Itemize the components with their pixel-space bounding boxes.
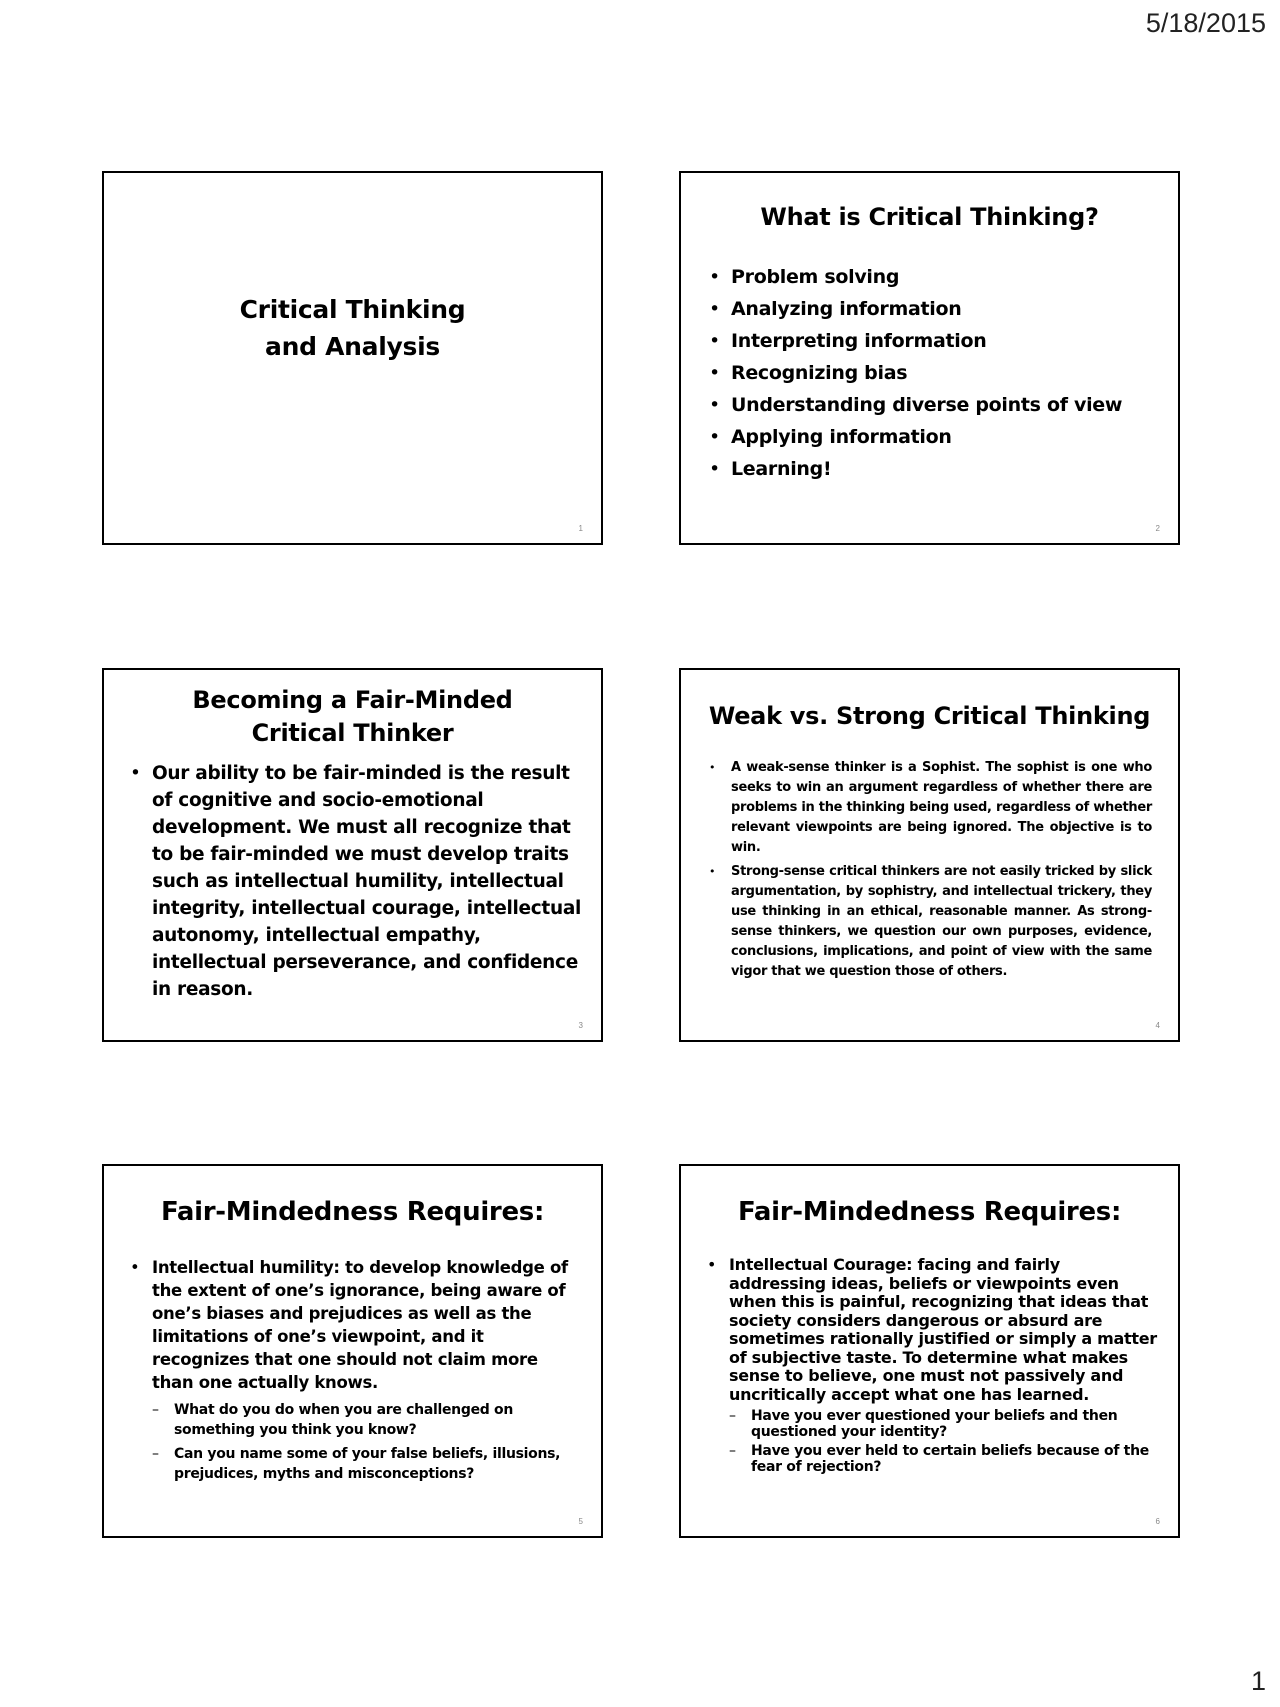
slide-3 xyxy=(102,668,603,1042)
slide-number: 3 xyxy=(578,1021,583,1030)
slide-title xyxy=(104,684,601,750)
bullet-item: • A weak-sense thinker is a Sophist. The sophist is one who seeks to win an argument regardless of whether there are problems in the thinking being used, regardless of whether relevant viewpoints are being ignored. The objective is to win. xyxy=(707,758,1152,858)
bullet-item xyxy=(128,1256,583,1484)
slide-number: 2 xyxy=(1155,524,1160,533)
slide-number: 5 xyxy=(578,1517,583,1526)
page-date: 5/18/2015 xyxy=(1145,8,1266,38)
bullet-item: • Analyzing information xyxy=(707,293,1162,325)
sub-bullet-list xyxy=(152,1400,583,1484)
slide-title-line: Becoming a Fair-Minded xyxy=(192,686,513,714)
sub-bullet-item: – What do you do when you are challenged on something you think you know? xyxy=(152,1400,583,1440)
bullet-text: Intellectual Courage: facing and fairly addressing ideas, beliefs or viewpoints even when this is painful, recognizing that ideas that society considers dangerous or absurd are sometimes rationally justified or simply a matter of subjective taste. To determine what makes sense to believe, one must not passively and uncritically accept what one has learned. xyxy=(729,1255,1157,1404)
bullet-item: • Understanding diverse points of view xyxy=(707,389,1162,421)
slide-1 xyxy=(102,171,603,545)
bullet-item: • Interpreting information xyxy=(707,325,1162,357)
page-number: 1 xyxy=(1250,1666,1266,1696)
bullet-list xyxy=(707,758,1152,986)
bullet-list xyxy=(705,1256,1160,1478)
slide-2 xyxy=(679,171,1180,545)
slide-title: What is Critical Thinking? xyxy=(760,203,1099,231)
sub-bullet-item: – Have you ever held to certain beliefs because of the fear of rejection? xyxy=(729,1443,1160,1475)
bullet-list xyxy=(707,261,1162,485)
slide-number: 6 xyxy=(1155,1517,1160,1526)
slide-title-line: Critical Thinking xyxy=(239,295,466,324)
slide-title xyxy=(104,291,601,365)
bullet-item: • Problem solving xyxy=(707,261,1162,293)
slide-title: Fair-Mindedness Requires: xyxy=(737,1197,1122,1227)
slide-6 xyxy=(679,1164,1180,1538)
slide-5 xyxy=(102,1164,603,1538)
bullet-item: • Recognizing bias xyxy=(707,357,1162,389)
sub-bullet-list xyxy=(729,1408,1160,1475)
bullet-text: Intellectual humility: to develop knowledge of the extent of one’s ignorance, being aware of one’s biases and prejudices as well as the limitations of one’s viewpoint, and it recognizes that one should not claim more than one actually knows. xyxy=(152,1258,568,1392)
slide-number: 1 xyxy=(578,524,583,533)
bullet-item xyxy=(705,1256,1160,1475)
sub-bullet-item: – Can you name some of your false beliefs, illusions, prejudices, myths and misconceptions? xyxy=(152,1444,583,1484)
bullet-item: • Applying information xyxy=(707,421,1162,453)
slide-title: Weak vs. Strong Critical Thinking xyxy=(708,702,1151,730)
bullet-list xyxy=(128,760,583,1003)
slide-number: 4 xyxy=(1155,1021,1160,1030)
bullet-item: • Our ability to be fair-minded is the result of cognitive and socio-emotional development. We must all recognize that to be fair-minded we must develop traits such as intellectual humility, intellectual integrity, intellectual courage, intellectual autonomy, intellectual empathy, intellectual perseverance, and confidence in reason. xyxy=(128,760,583,1003)
bullet-item: • Learning! xyxy=(707,453,1162,485)
bullet-list xyxy=(128,1256,583,1488)
slide-title-line: and Analysis xyxy=(265,332,440,361)
bullet-item: • Strong-sense critical thinkers are not easily tricked by slick argumentation, by sophistry, and intellectual trickery, they use thinking in an ethical, reasonable manner. As strong-sense thinkers, we question our own purposes, evidence, conclusions, implications, and point of view with the same vigor that we question those of others. xyxy=(707,862,1152,982)
slide-title-line: Critical Thinker xyxy=(251,719,454,747)
slide-title: Fair-Mindedness Requires: xyxy=(160,1197,545,1227)
slide-4 xyxy=(679,668,1180,1042)
sub-bullet-item: – Have you ever questioned your beliefs and then questioned your identity? xyxy=(729,1408,1160,1440)
